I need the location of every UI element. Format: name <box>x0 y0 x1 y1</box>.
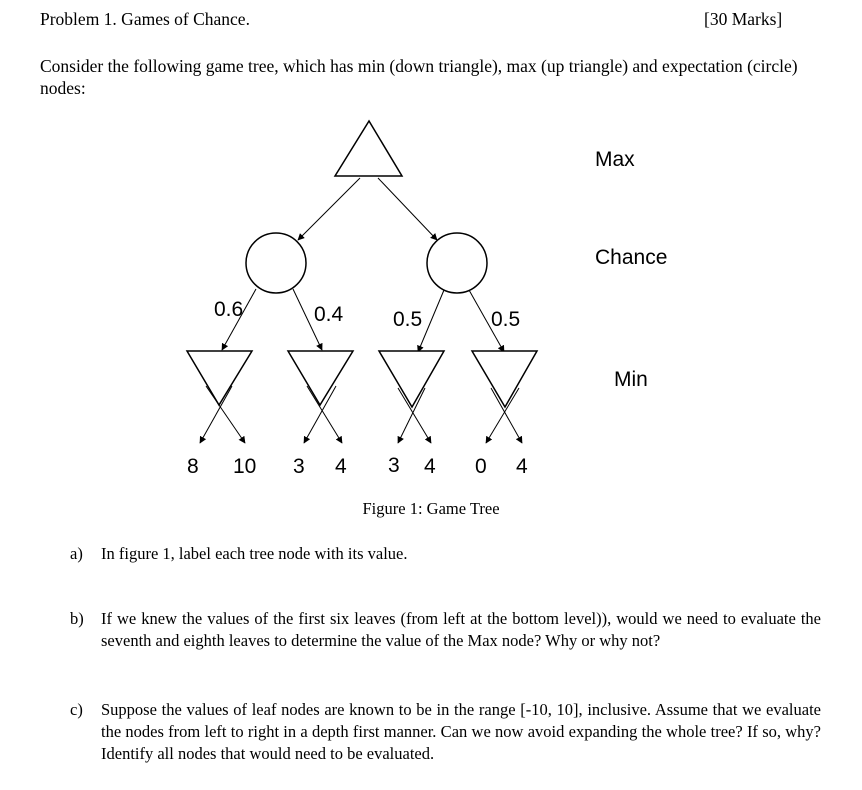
question-b-text: If we knew the values of the first six leaves (from left at the bottom level)), would we need to evaluate the seventh and eighth leaves to determine the value of the Max node? Why or why not? <box>101 609 821 650</box>
prob-label-2: 0.4 <box>314 303 344 326</box>
problem-marks: [30 Marks] <box>704 9 783 29</box>
min-node-4 <box>472 351 537 407</box>
question-b-letter: b) <box>70 609 84 628</box>
leaf-value-2: 10 <box>233 455 257 478</box>
edge-max-chance-left <box>298 178 360 240</box>
question-c-text: Suppose the values of leaf nodes are known to be in the range [-10, 10], inclusive. Assume that we evaluate the nodes from left to right in a depth first manner. Can we now avoid expanding the whole tree? If so, why? Identify all nodes that would need to be evaluated. <box>101 700 821 763</box>
question-c-letter: c) <box>70 700 83 719</box>
prob-label-3: 0.5 <box>393 308 423 331</box>
question-a-text: In figure 1, label each tree node with its value. <box>101 544 408 563</box>
problem-title: Problem 1. Games of Chance. <box>40 9 250 29</box>
leaf-value-3: 3 <box>293 455 305 478</box>
min-node-2 <box>288 351 353 405</box>
min-node-3 <box>379 351 444 407</box>
chance-node-right <box>427 233 487 293</box>
leaf-value-8: 4 <box>516 455 528 478</box>
level-label-max: Max <box>595 148 635 171</box>
edge-max-chance-right <box>378 178 437 240</box>
leaf-value-6: 4 <box>424 455 436 478</box>
prob-label-1: 0.6 <box>214 298 244 321</box>
intro-paragraph: Consider the following game tree, which has min (down triangle), max (up triangle) and expectation (circle) nodes: <box>40 56 798 98</box>
question-a-letter: a) <box>70 544 83 563</box>
leaf-value-7: 0 <box>475 455 487 478</box>
leaf-value-5: 3 <box>388 454 400 477</box>
max-node <box>335 121 402 176</box>
leaf-value-1: 8 <box>187 455 199 478</box>
prob-label-4: 0.5 <box>491 308 521 331</box>
figure-caption: Figure 1: Game Tree <box>362 499 500 518</box>
level-label-min: Min <box>614 368 648 391</box>
level-label-chance: Chance <box>595 246 668 269</box>
min-node-1 <box>187 351 252 405</box>
chance-node-left <box>246 233 306 293</box>
leaf-value-4: 4 <box>335 455 347 478</box>
